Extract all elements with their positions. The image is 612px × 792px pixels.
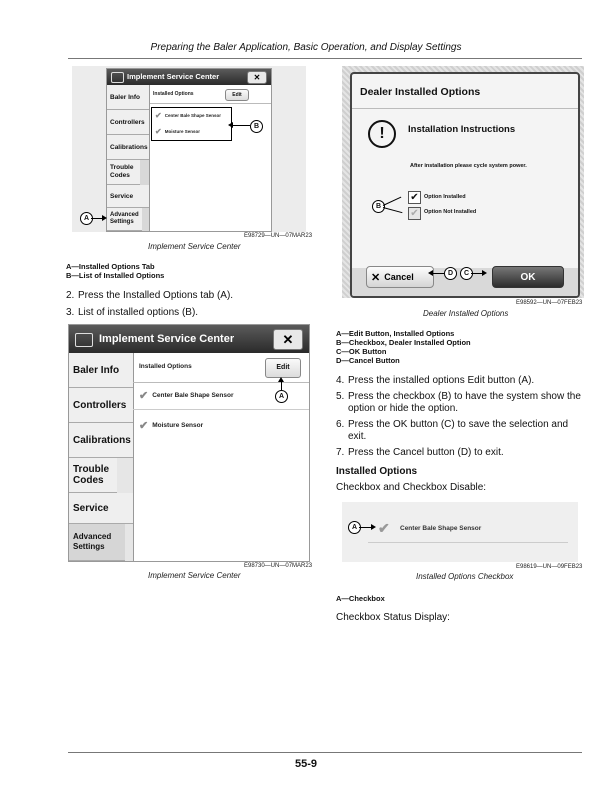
close-button[interactable]: ✕ — [273, 329, 303, 350]
check-icon[interactable]: ✔ — [139, 420, 149, 432]
legend-item: B—Checkbox, Dealer Installed Option — [336, 338, 471, 347]
check-icon[interactable]: ✔ — [139, 390, 149, 402]
legend — [66, 262, 164, 280]
panel-title: Installed Options — [153, 91, 194, 97]
option-label: Center Bale Shape Sensor — [400, 525, 482, 532]
edit-button[interactable]: Edit — [265, 358, 301, 378]
tab-column — [69, 353, 134, 561]
running-header: Preparing the Baler Application, Basic Operation, and Display Settings — [150, 42, 462, 53]
legend-item: C—OK Button — [336, 347, 387, 356]
arrow-right-icon — [482, 270, 487, 276]
callout-b: B — [250, 120, 263, 133]
tab-baler-info[interactable]: Baler Info — [107, 85, 149, 110]
tab-calibrations[interactable]: Calibrations — [107, 135, 149, 160]
option-item: ✔ Center Bale Shape Sensor — [139, 390, 234, 402]
legend-item: D—Cancel Button — [336, 356, 400, 365]
app-icon — [111, 72, 124, 83]
body-text: Checkbox and Checkbox Disable: — [336, 482, 487, 493]
callout-a: A — [348, 521, 361, 534]
callout-a: A — [80, 212, 93, 225]
tab-column — [107, 85, 150, 231]
legend — [336, 329, 471, 365]
panel-divider — [133, 382, 309, 383]
legend-item: A—Checkbox — [336, 594, 385, 603]
dialog-title: Dealer Installed Options — [360, 86, 481, 98]
body-text: Checkbox Status Display: — [336, 612, 450, 623]
option-item: ✔ Moisture Sensor — [155, 127, 200, 136]
option-item: ✔ Moisture Sensor — [139, 420, 204, 432]
option-installed-checkbox[interactable]: ✔ — [408, 191, 421, 204]
panel-title: Installed Options — [139, 363, 192, 370]
check-icon[interactable]: ✔ — [378, 520, 390, 536]
arrow-left-icon — [228, 122, 233, 128]
instructions-title: Installation Instructions — [408, 124, 516, 135]
option-divider — [133, 409, 309, 410]
option-not-installed-checkbox[interactable]: ✔ — [408, 207, 421, 220]
figure-caption: Implement Service Center — [148, 571, 241, 580]
check-icon[interactable]: ✔ — [155, 127, 162, 136]
figure-installed-options-checkbox — [342, 502, 578, 562]
callout-d-leader — [432, 273, 444, 274]
callout-b: B — [372, 200, 385, 213]
figure-caption: Installed Options Checkbox — [416, 572, 514, 581]
header-rule — [68, 58, 582, 59]
tab-trouble-codes[interactable]: Trouble Codes — [107, 160, 140, 185]
window-title: Implement Service Center — [127, 72, 220, 81]
legend — [336, 594, 385, 603]
isc-window — [106, 68, 272, 232]
isc-window — [68, 324, 310, 562]
figure-implement-service-center-1 — [72, 66, 306, 232]
tab-baler-info[interactable]: Baler Info — [69, 353, 133, 388]
panel-divider — [150, 103, 271, 104]
figure-caption: Implement Service Center — [148, 242, 241, 251]
callout-a-leader — [281, 382, 282, 390]
cancel-button[interactable]: ✕ Cancel — [366, 266, 434, 288]
option-installed-label: Option Installed — [424, 194, 466, 200]
footer-rule — [68, 752, 582, 753]
section-heading: Installed Options — [336, 466, 418, 477]
tab-controllers[interactable]: Controllers — [107, 110, 149, 135]
info-icon: ! — [368, 120, 396, 148]
arrow-right-icon — [102, 215, 107, 221]
arrow-right-icon — [371, 524, 376, 530]
callout-c: C — [460, 267, 473, 280]
close-button[interactable]: ✕ — [247, 71, 267, 84]
legend-item: B—List of Installed Options — [66, 271, 165, 280]
close-icon: ✕ — [371, 271, 381, 284]
legend-item: A—Edit Button, Installed Options — [336, 329, 455, 338]
figure-caption: Dealer Installed Options — [423, 309, 509, 318]
tab-calibrations[interactable]: Calibrations — [69, 423, 133, 458]
tab-service[interactable]: Service — [69, 493, 133, 524]
app-icon — [75, 333, 93, 347]
dialog-divider — [352, 108, 578, 109]
figure-implement-service-center-2 — [66, 322, 312, 562]
callout-a: A — [275, 390, 288, 403]
figure-id: E98619—UN—09FEB23 — [516, 564, 583, 570]
ok-button[interactable]: OK — [492, 266, 564, 288]
tab-trouble-codes[interactable]: Trouble Codes — [69, 458, 117, 493]
edit-button[interactable]: Edit — [225, 89, 249, 101]
figure-dealer-installed-options — [342, 66, 584, 298]
check-icon[interactable]: ✔ — [155, 111, 162, 120]
page-number: 55-9 — [294, 758, 318, 770]
legend-item: A—Installed Options Tab — [66, 262, 155, 271]
figure-id: E98729—UN—07MAR23 — [244, 233, 313, 239]
figure-id: E98730—UN—07MAR23 — [244, 563, 313, 569]
window-title-bar — [69, 325, 309, 353]
tab-controllers[interactable]: Controllers — [69, 388, 133, 423]
figure-id: E98592—UN—07FEB23 — [516, 300, 583, 306]
instructions-text: After installation please cycle system power. — [410, 163, 527, 169]
callout-b-leader — [230, 125, 250, 126]
tab-advanced-settings[interactable]: Advanced Settings — [107, 208, 142, 231]
tab-service[interactable]: Service — [107, 185, 149, 208]
window-title: Implement Service Center — [99, 333, 235, 345]
dealer-options-dialog — [350, 72, 580, 298]
window-title-bar — [107, 69, 271, 85]
option-not-installed-label: Option Not Installed — [424, 209, 477, 215]
option-item: ✔ Center Bale Shape Sensor — [155, 111, 221, 120]
option-row — [368, 516, 568, 543]
callout-d: D — [444, 267, 457, 280]
tab-advanced-settings[interactable]: Advanced Settings — [69, 524, 125, 561]
